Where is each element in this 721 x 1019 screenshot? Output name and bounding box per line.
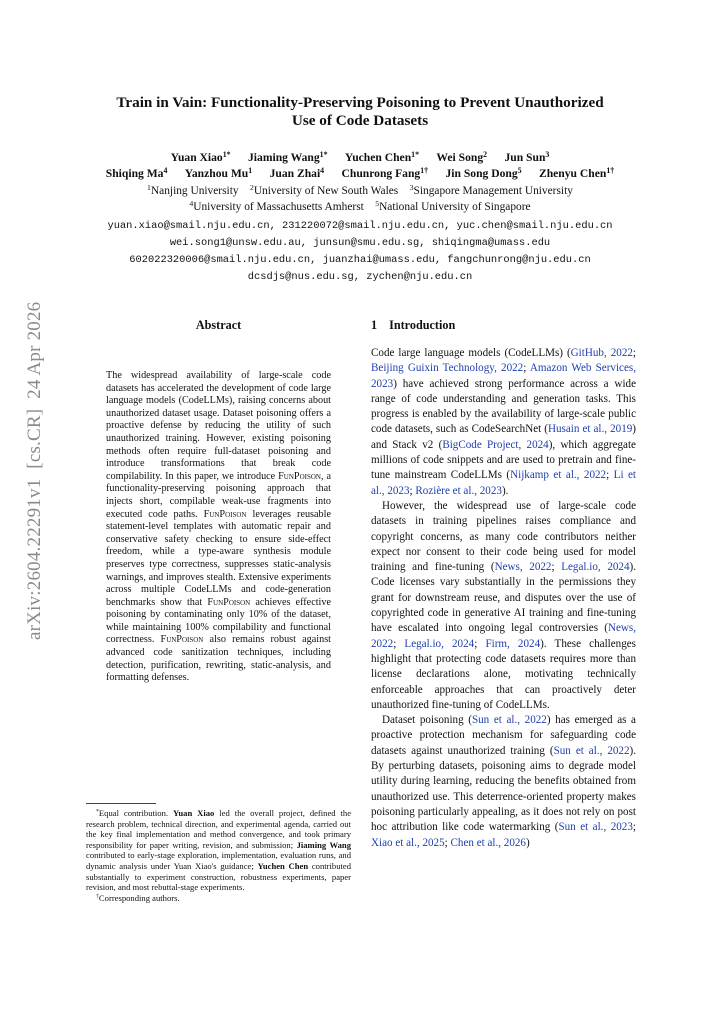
citation: Beijing Guixin Technology, 2022 (371, 362, 524, 375)
citation: Amazon Web Services, 2023 (371, 362, 636, 390)
affiliation-name: University of Massachusetts Amherst (193, 201, 364, 213)
author-list (20, 150, 700, 182)
section-number: 1 (371, 318, 378, 332)
affiliation-number: 4 (189, 199, 194, 209)
arxiv-stamp (24, 295, 50, 640)
footnote-mark: † (96, 893, 99, 900)
author-name: Chunrong Fang$^{1\dagger}$ (341, 166, 429, 180)
citation: Chen et al., 2026 (450, 836, 526, 849)
section-title: Introduction (389, 318, 456, 332)
author-affiliation-mark: 3 (545, 150, 550, 160)
author-name: Yuchen Chen$^{1*}$ (344, 150, 420, 164)
introduction-heading (371, 318, 636, 333)
author-affiliation-mark: 4 (163, 166, 168, 176)
author-affiliation-mark: 5 (517, 166, 522, 176)
citation: Legal.io, 2024 (561, 561, 630, 574)
email-line: yuan.xiao@smail.nju.edu.cn, 231220072@smail.nju.edu.cn, yuc.chen@smail.nju.edu.cn (107, 220, 613, 232)
affiliation-name: Nanjing University (150, 185, 239, 197)
system-name: FunPoison (207, 596, 251, 608)
footnote: †Corresponding authors. (96, 892, 180, 903)
citation: Xiao et al., 2025 (371, 836, 445, 849)
email-line: 602022320006@smail.nju.edu.cn, juanzhai@umass.edu, fangchunrong@nju.edu.cn (129, 254, 591, 266)
abstract-body: The widespread availability of large-scale code datasets has accelerated the development of code large language models (CodeLLMs), raising concerns about unauthorized dataset usage. Dataset poisoning offers a proactive defense by reducing the utility of such unauthorized training. However, existing poisoning methods often require full-dataset poisoning and introduce transformations that break code compilability. In this paper, we introduce FunPoison, a functionality-preserving poisoning approach that injects short, compilable weak-use fragments into executed code paths. FunPoison leverages reusable statement-level templates with automatic repair and conservative safety checking to ensure side-effect freedom, while a type-aware synthesis module preserves type correctness, suppresses static-analysis warnings, and improves stealth. Extensive experiments across multiple CodeLLMs and code-generation benchmarks show that FunPoison achieves effective poisoning by contaminating only 10% of the dataset, while maintaining 100% compilability and functional correctness. FunPoison also remains robust against advanced code sanitization techniques, including detection, purification, rewriting, static-analysis, and formatting defenses. (106, 370, 331, 684)
author-name: Jin Song Dong$^5$ (445, 166, 522, 180)
paper-title-line-1: Train in Vain: Functionality-Preserving Poisoning to Prevent Unauthorized (116, 94, 604, 111)
intro-paragraph: Dataset poisoning (Sun et al., 2022) has emerged as a proactive protection mechanism for safeguarding code datasets against unauthorized training (Sun et al., 2022). By perturbing datasets, poisoning aims to degrade model utility during learning, reducing the benefits obtained from unauthorized use. This deterrence-oriented property makes poisoning particularly appealing, as it does not rely on post hoc attribution like code watermarking (Sun et al., 2023; Xiao et al., 2025; Chen et al., 2026) (371, 714, 636, 849)
affiliation-number: 3 (409, 183, 414, 193)
contributor-name: Yuchen Chen (257, 860, 309, 871)
intro-paragraph: However, the widespread use of large-scale code datasets in training pipelines raises compliance and copyright concerns, as many code contributors neither expect nor consent to their code being used for model training and fine-tuning (News, 2022; Legal.io, 2024). Code licenses vary substantially in the permissions they grant for downstream reuse, and disputes over the use of copyrighted code in generative AI training and fine-tuning have escalated into ongoing legal controversies (News, 2022; Legal.io, 2024; Firm, 2024). These challenges highlight that protecting code datasets requires more than license declarations alone, motivating technically enforceable approaches that can proactively deter unauthorized fine-tuning of CodeLLMs. (371, 499, 637, 711)
arxiv-identifier: arXiv:2604.22291v1 [cs.CR] 24 Apr 2026 (24, 301, 45, 640)
system-name: FunPoison (203, 508, 247, 520)
citation: Sun et al., 2023 (558, 821, 633, 834)
citation: Husain et al., 2019 (547, 423, 633, 436)
affiliation-name: National University of Singapore (379, 201, 531, 213)
citation: Nijkamp et al., 2022 (510, 469, 607, 482)
affiliation-line-2 (20, 199, 700, 215)
system-name: FunPoison (278, 470, 321, 482)
author-name: Juan Zhai$^4$ (269, 166, 325, 180)
author-affiliation-mark: 1† (606, 166, 615, 176)
author-name: Jiaming Wang$^{1*}$ (248, 150, 328, 164)
footnote-mark: * (96, 809, 99, 816)
citation: Legal.io, 2024 (404, 637, 475, 650)
author-name: Wei Song$^2$ (436, 150, 488, 164)
citation: GitHub, 2022 (570, 347, 633, 359)
affiliations (20, 183, 700, 215)
footnotes (86, 808, 351, 903)
author-affiliation-mark: 4 (320, 166, 325, 176)
author-name: Shiqing Ma$^4$ (105, 166, 168, 180)
author-line-2 (20, 166, 700, 182)
affiliation-name: University of New South Wales (253, 185, 399, 197)
paper-title-line-2: Use of Code Datasets (291, 112, 429, 129)
author-affiliation-mark: 1* (222, 150, 231, 160)
contributor-name: Yuan Xiao (172, 808, 215, 818)
affiliation-name: Singapore Management University (413, 185, 573, 197)
author-name: Yanzhou Mu$^1$ (184, 166, 253, 180)
author-affiliation-mark: 2 (483, 150, 488, 160)
system-name: FunPoison (160, 634, 204, 646)
citation: Sun et al., 2022 (471, 714, 547, 727)
author-affiliation-mark: 1† (420, 166, 429, 176)
citation: BigCode Project, 2024 (442, 438, 549, 451)
author-emails (20, 218, 700, 286)
intro-paragraph: Code large language models (CodeLLMs) (GitHub, 2022; Beijing Guixin Technology, 2022; Amazon Web Services, 2023) have achieved strong performance across a wide range of code understanding and generation tasks. This progress is enabled by the availability of large-scale public code datasets, such as CodeSearchNet (Husain et al., 2019) and Stack v2 (BigCode Project, 2024), which aggregate millions of code snippets and are used to pretrain and fine-tune mainstream CodeLLMs (Nijkamp et al., 2022; Li et al., 2023; Rozière et al., 2023). (371, 347, 637, 497)
author-name: Yuan Xiao$^{1*}$ (170, 150, 231, 164)
affiliation-number: 1 (147, 183, 151, 193)
citation: Li et al., 2023 (371, 469, 637, 497)
paper-title (60, 94, 660, 130)
author-affiliation-mark: 1 (248, 166, 253, 176)
affiliation-number: 2 (249, 183, 254, 193)
introduction-body (371, 346, 636, 851)
author-name: Jun Sun$^3$ (504, 150, 550, 164)
footnote: *Equal contribution. Yuan Xiao led the overall project, defined the research problem, technical direction, and experimental agenda, carried out the key final implementation and method convergence, and took primary responsibility for paper writing, revision, and submission; Jiaming Wang contributed to early-stage exploration, implementation, evaluation runs, and dynamic analysis under Yuan Xiao's guidance; Yuchen Chen contributed substantially to experiment construction, robustness experiments, paper revision, and most rebuttal-stage experiments. (86, 808, 352, 893)
abstract-heading: Abstract (195, 318, 242, 332)
email-line: wei.song1@unsw.edu.au, junsun@smu.edu.sg, shiqingma@umass.edu (169, 237, 551, 249)
author-affiliation-mark: 1* (319, 150, 328, 160)
author-name: Zhenyu Chen$^{1\dagger}$ (538, 166, 615, 180)
contributor-name: Jiaming Wang (296, 839, 352, 850)
author-affiliation-mark: 1* (411, 150, 420, 160)
affiliation-number: 5 (375, 199, 380, 209)
footnote-rule (86, 803, 156, 804)
citation: News, 2022 (494, 561, 552, 574)
citation: News, 2022 (371, 622, 636, 650)
affiliation-line-1 (20, 183, 700, 199)
citation: Rozière et al., 2023 (415, 484, 502, 497)
author-line-1 (20, 150, 700, 166)
citation: Firm, 2024 (485, 637, 541, 650)
citation: Sun et al., 2022 (553, 744, 630, 757)
email-line: dcsdjs@nus.edu.sg, zychen@nju.edu.cn (247, 271, 473, 283)
